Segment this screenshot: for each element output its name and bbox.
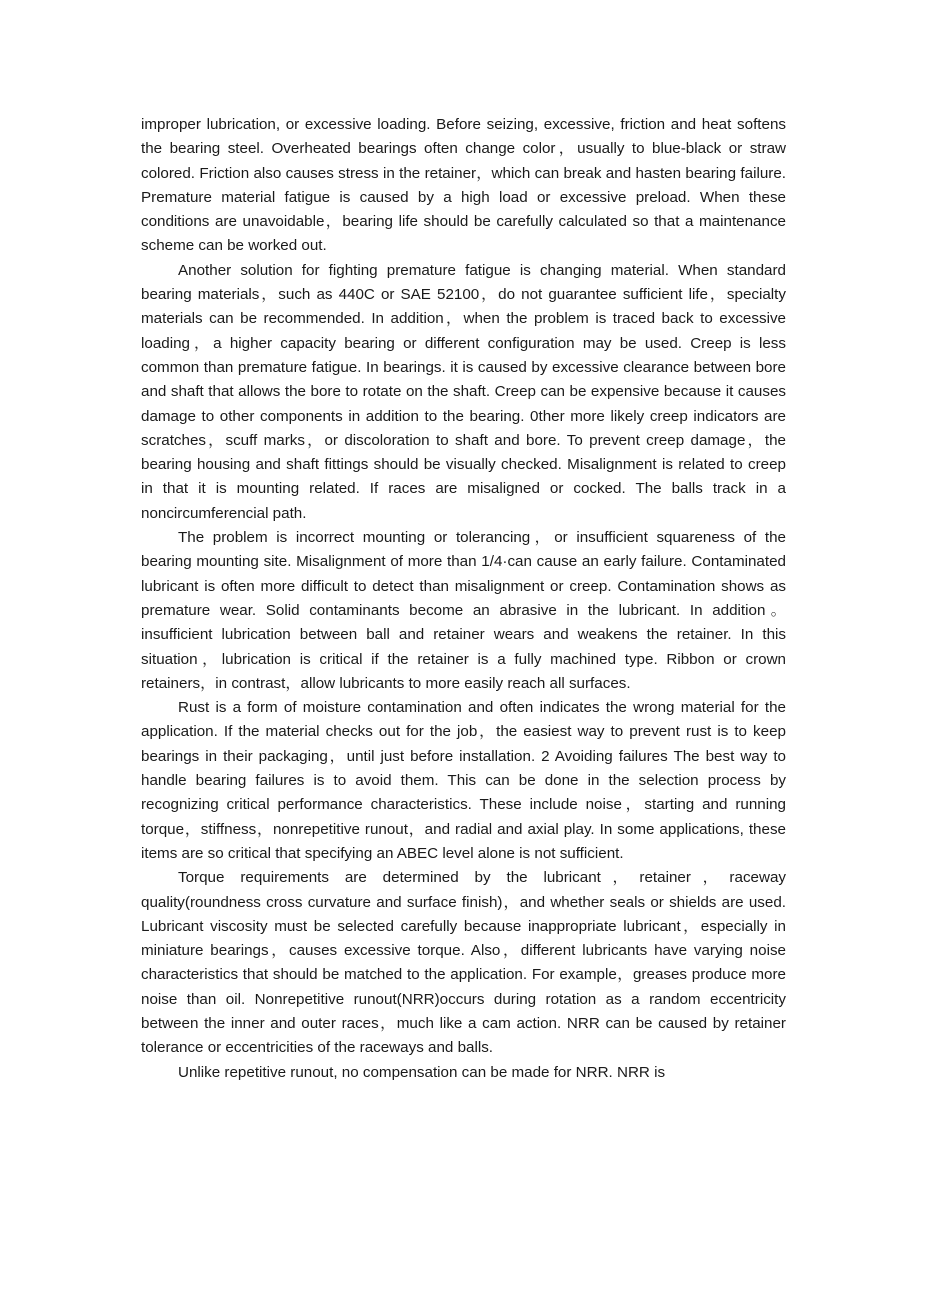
paragraph: Rust is a form of moisture contamination and often indicates the wrong material for the application. If the material checks out for the job，the easiest way to prevent rust is to keep bearings in their packaging，until just before installation. 2 Avoiding failures The best way to handle bearing failures is to avoid them. This can be done in the selection process by recognizing critical performance characteristics. These include noise，starting and running torque，stiffness，nonrepetitive runout，and radial and axial play. In some applications, these items are so critical that specifying an ABEC level alone is not sufficient. (141, 699, 786, 862)
paragraph: The problem is incorrect mounting or tolerancing，or insufficient squareness of the bearing mounting site. Misalignment of more than 1/4·can cause an early failure. Contaminated lubricant is often more difficult to detect than misalignment or creep. Contamination shows as premature wear. Solid contaminants become an abrasive in the lubricant. In addition。insufficient lubrication between ball and retainer wears and weakens the retainer. In this situation，lubrication is critical if the retainer is a fully machined type. Ribbon or crown retainers，in contrast，allow lubricants to more easily reach all surfaces. (141, 529, 786, 692)
document-body (141, 113, 786, 1085)
paragraph: Another solution for fighting premature fatigue is changing material. When standard bearing materials，such as 440C or SAE 52100，do not guarantee sufficient life，specialty materials can be recommended. In addition，when the problem is traced back to excessive loading，a higher capacity bearing or different configuration may be used. Creep is less common than premature fatigue. In bearings. it is caused by excessive clearance between bore and shaft that allows the bore to rotate on the shaft. Creep can be expensive because it causes damage to other components in addition to the bearing. 0ther more likely creep indicators are scratches，scuff marks，or discoloration to shaft and bore. To prevent creep damage，the bearing housing and shaft fittings should be visually checked. Misalignment is related to creep in that it is mounting related. If races are misaligned or cocked. The balls track in a noncircumferencial path. (141, 261, 786, 522)
paragraph-truncated: Unlike repetitive runout, no compensation can be made for NRR. NRR is (178, 1063, 666, 1081)
paragraph-continued: improper lubrication, or excessive loading. Before seizing, excessive, friction and heat softens the bearing steel. Overheated bearings often change color，usually to blue-black or straw colored. Friction also causes stress in the retainer，which can break and hasten bearing failure. Premature material fatigue is caused by a high load or excessive preload. When these conditions are unavoidable，bearing life should be carefully calculated so that a maintenance scheme can be worked out. (141, 116, 786, 255)
paragraph: Torque requirements are determined by the lubricant，retainer，raceway quality(roundness cross curvature and surface finish)，and whether seals or shields are used. Lubricant viscosity must be selected carefully because inappropriate lubricant，especially in miniature bearings，causes excessive torque. Also，different lubricants have varying noise characteristics that should be matched to the application. For example，greases produce more noise than oil. Nonrepetitive runout(NRR)occurs during rotation as a random eccentricity between the inner and outer races，much like a cam action. NRR can be caused by retainer tolerance or eccentricities of the raceways and balls. (141, 869, 786, 1057)
